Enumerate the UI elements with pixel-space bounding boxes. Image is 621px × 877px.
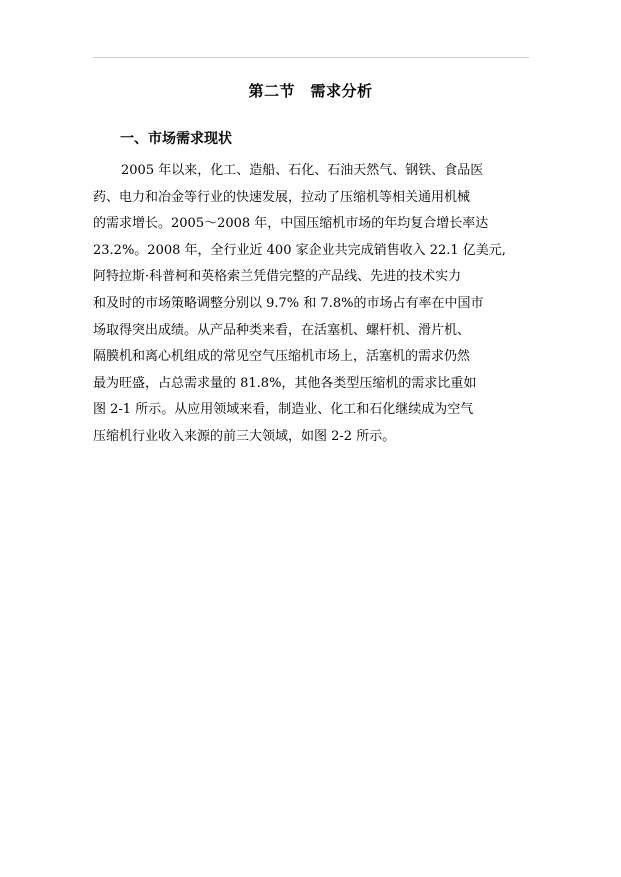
paragraph-line: 隔膜机和离心机组成的常见空气压缩机市场上，活塞机的需求仍然 bbox=[93, 349, 471, 365]
paragraph-line: 23.2%。2008 年，全行业近 400 家企业共完成销售收入 22.1 亿美元, bbox=[93, 242, 506, 258]
body-paragraph bbox=[93, 158, 529, 451]
header-rule bbox=[93, 57, 529, 58]
paragraph-line: 场取得突出成绩。从产品种类来看，在活塞机、螺杆机、滑片机、 bbox=[93, 322, 471, 338]
paragraph-line: 最为旺盛，占总需求量的 81.8%，其他各类型压缩机的需求比重如 bbox=[93, 375, 477, 391]
paragraph-line: 阿特拉斯·科普柯和英格索兰凭借完整的产品线、先进的技术实力 bbox=[93, 269, 462, 285]
paragraph-line: 药、电力和冶金等行业的快速发展，拉动了压缩机等相关通用机械 bbox=[93, 189, 471, 205]
paragraph-line: 压缩机行业收入来源的前三大领域，如图 2-2 所示。 bbox=[93, 428, 396, 444]
paragraph-line: 和及时的市场策略调整分别以 9.7% 和 7.8%的市场占有率在中国市 bbox=[93, 295, 484, 311]
paragraph-line: 的需求增长。2005～2008 年，中国压缩机市场的年均复合增长率达 bbox=[93, 216, 489, 232]
paragraph-line: 2005 年以来，化工、造船、石化、石油天然气、钢铁、食品医 bbox=[121, 163, 484, 178]
section-title: 第二节 需求分析 bbox=[248, 82, 373, 100]
subsection-title: 一、市场需求现状 bbox=[120, 131, 232, 147]
paragraph-line: 图 2-1 所示。从应用领域来看，制造业、化工和石化继续成为空气 bbox=[93, 402, 474, 418]
